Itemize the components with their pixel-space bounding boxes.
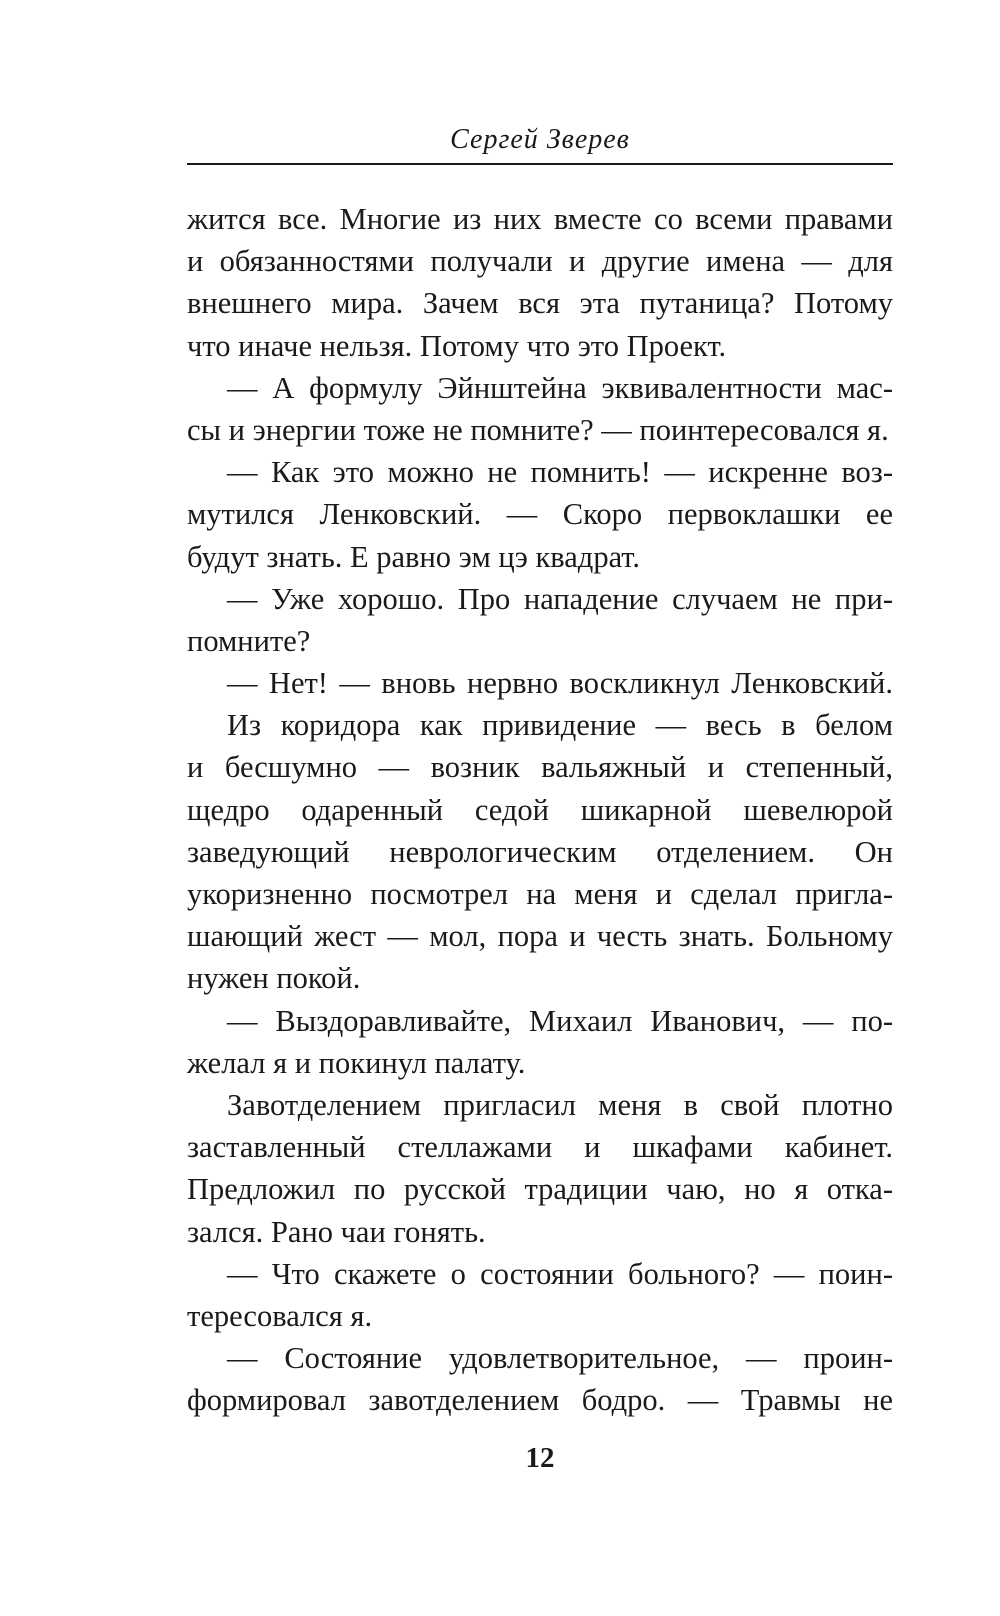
text-line: — Уже хорошо. Про нападение случаем не при- [227, 581, 893, 616]
text-line: Из коридора как привидение — весь в белом [227, 708, 893, 743]
text-line: — Выздоравливайте, Михаил Иванович, — по- [227, 1003, 893, 1038]
text-line: шающий жест — мол, пора и честь знать. Больному [187, 919, 893, 954]
text-line: сы и энергии тоже не помните? — поинтересовался я. [187, 412, 889, 447]
text-line: внешнего мира. Зачем вся эта путаница? Потому [187, 286, 893, 321]
text-line: будут знать. Е равно эм цэ квадрат. [187, 539, 640, 574]
text-line: — Нет! — вновь нервно воскликнул Ленковский. [227, 666, 893, 701]
text-line: и обязанностями получали и другие имена — для [187, 244, 893, 279]
text-line: нужен покой. [187, 961, 361, 996]
text-line: жится все. Многие из них вместе со всеми правами [187, 202, 893, 236]
text-line: — Состояние удовлетворительное, — проин- [227, 1341, 893, 1376]
running-head: Сергей Зверев [450, 124, 630, 155]
page-number: 12 [525, 1442, 555, 1474]
text-line: мутился Ленковский. — Скоро первоклашки ее [187, 497, 893, 532]
text-line: тересовался я. [187, 1298, 373, 1333]
text-line: и бесшумно — возник вальяжный и степенный, [187, 750, 893, 785]
text-line: — Как это можно не помнить! — искренне воз- [227, 455, 893, 490]
text-line: Завотделением пригласил меня в свой плотно [227, 1087, 893, 1122]
text-line: — А формулу Эйнштейна эквивалентности мас- [227, 370, 893, 405]
text-line: формировал завотделением бодро. — Травмы не [187, 1383, 893, 1418]
text-line: что иначе нельзя. Потому что это Проект. [187, 328, 727, 363]
text-line: — Что скажете о состоянии больного? — поин- [227, 1256, 893, 1291]
header-rule [187, 163, 893, 165]
text-line: заведующий неврологическим отделением. Он [187, 834, 893, 869]
text-line: щедро одаренный седой шикарной шевелюрой [187, 792, 893, 827]
text-line: помните? [187, 623, 311, 658]
text-line: укоризненно посмотрел на меня и сделал пригла- [187, 877, 893, 911]
text-line: желал я и покинул палату. [187, 1045, 526, 1080]
text-line: Предложил по русской традиции чаю, но я отка- [187, 1172, 893, 1207]
text-line: зался. Рано чаи гонять. [187, 1214, 486, 1249]
body-text [187, 198, 893, 1421]
text-line: заставленный стеллажами и шкафами кабинет. [187, 1130, 893, 1165]
